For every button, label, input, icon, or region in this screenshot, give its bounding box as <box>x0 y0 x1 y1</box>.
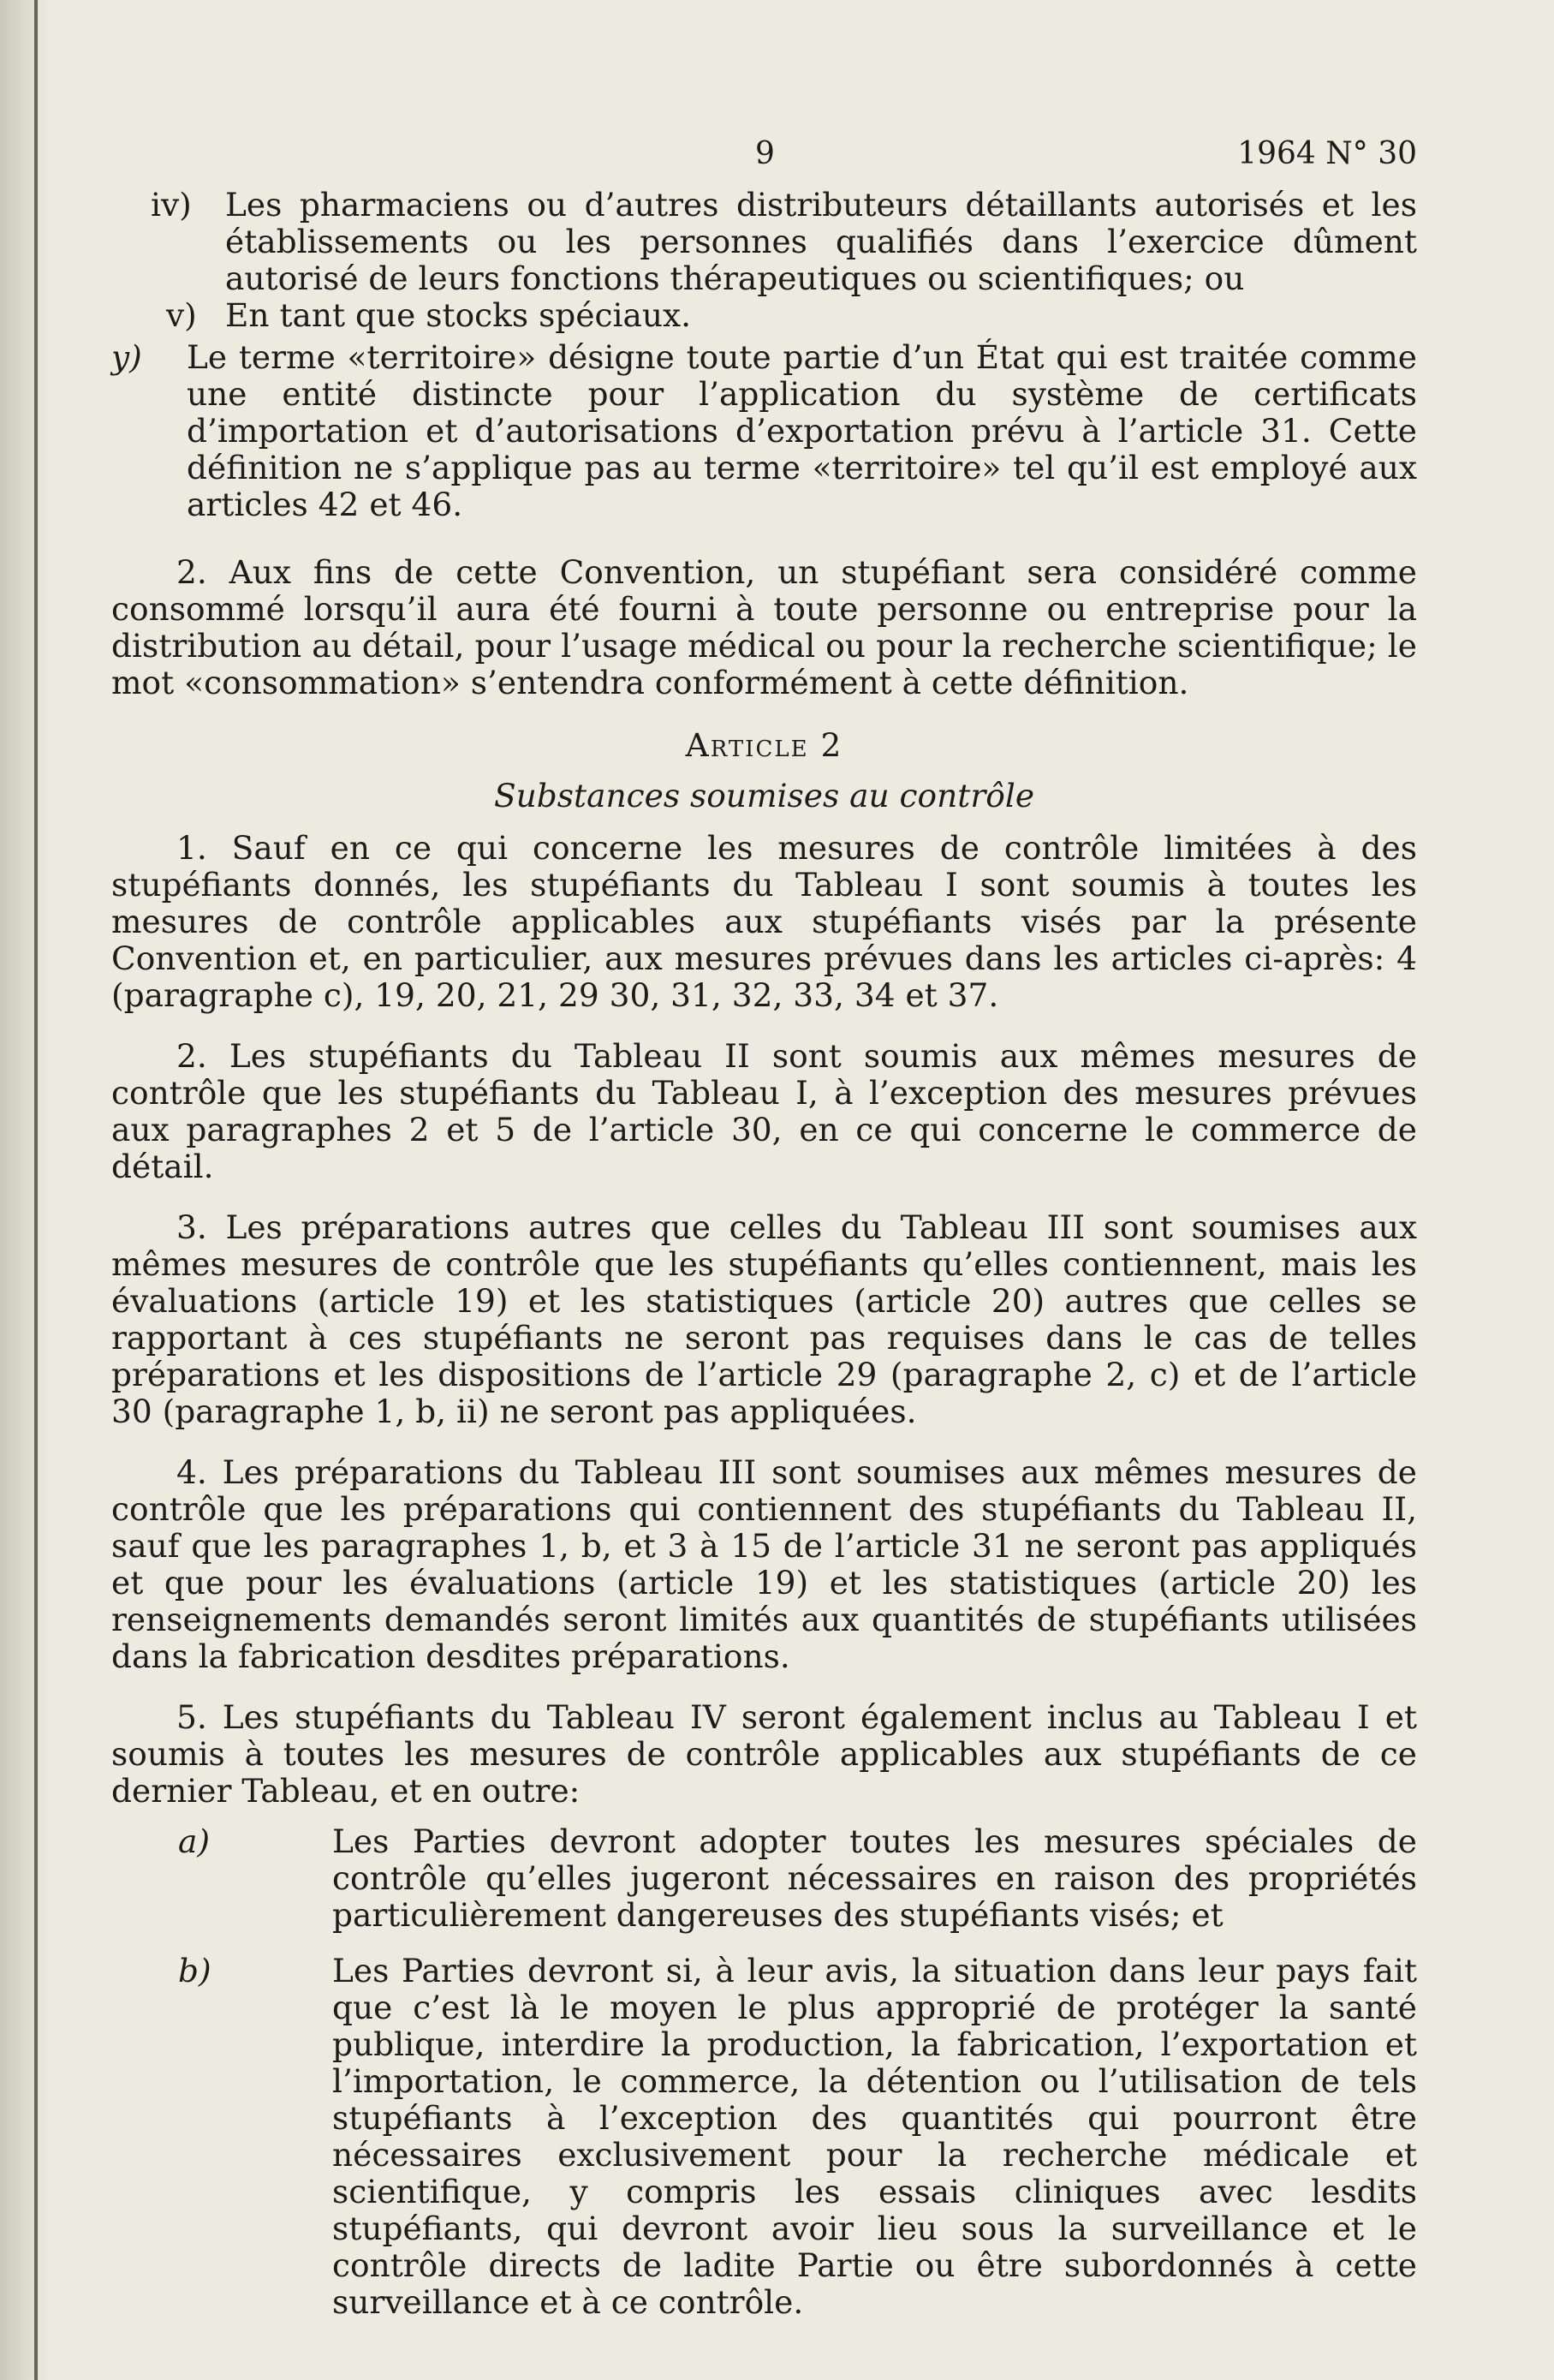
sub-list-item <box>111 1953 1417 2321</box>
document-id: 1964 N° 30 <box>1237 136 1417 171</box>
article-heading: Article 2 <box>685 726 843 764</box>
list-item <box>111 187 1417 297</box>
paragraph: 3. Les préparations autres que celles du Tableau III sont soumises aux mêmes mesures de contrôle que les stupéfiants qu’elles contiennent, mais les évaluations (article 19) et les statistiques (article 20) autres que celles se rapportant à ces stupéfiants ne seront pas requises dans le cas de telles préparations et les dispositions de l’article 29 (paragraphe 2, c) et de l’article 30 (paragraphe 1, b, ii) ne seront pas appliquées. <box>111 1208 1417 1430</box>
list-marker: v) <box>166 296 197 334</box>
list-marker: a) <box>178 1822 210 1860</box>
binding-line <box>34 0 38 2380</box>
definition-text: Le terme «territoire» désigne toute partie d’un État qui est traitée comme une entité distincte pour l’application du système de certificats d’importation et d’autorisations d’exportation prévu à l’article 31. Cette définition ne s’applique pas au terme «territoire» tel qu’il est employé aux articles 42 et 46. <box>187 338 1417 523</box>
list-item-text: Les pharmaciens ou d’autres distributeurs détaillants autorisés et les établissements ou les personnes qualifiés dans l’exercice dûment autorisé de leurs fonctions thérapeutiques ou scientifiques; ou <box>225 186 1417 297</box>
article-subheading: Substances soumises au contrôle <box>493 777 1035 814</box>
sub-list-item-text: Les Parties devront si, à leur avis, la situation dans leur pays fait que c’est là le moyen le plus approprié de protéger la santé publique, interdire la production, la fabrication, l’exportation et l’importation, le commerce, la détention ou l’utilisation de tels stupéfiants à l’exception des quantités qui pourront être nécessaires exclusivement pour la recherche médicale et scientifique, y compris les essais cliniques avec lesdits stupéfiants, qui devront avoir lieu sous la surveillance et le contrôle directs de ladite Partie ou être subordonnés à cette surveillance et à ce contrôle. <box>332 1952 1417 2321</box>
paragraph: 4. Les préparations du Tableau III sont soumises aux mêmes mesures de contrôle que les préparations qui contiennent des stupéfiants du Tableau II, sauf que les paragraphes 1, b, et 3 à 15 de l’article 31 ne seront pas appliqués et que pour les évaluations (article 19) et les statistiques (article 20) les renseignements demandés seront limités aux quantités de stupéfiants utilisées dans la fabrication desdites préparations. <box>111 1453 1417 1675</box>
sub-list-item-text: Les Parties devront adopter toutes les mesures spéciales de contrôle qu’elles jugeront nécessaires en raison des propriétés particulièrement dangereuses des stupéfiants visés; et <box>332 1822 1417 1934</box>
document-page <box>111 135 1417 2340</box>
binding-shadow <box>0 0 50 2380</box>
list-item-text: En tant que stocks spéciaux. <box>225 296 692 334</box>
list-marker: y) <box>111 338 142 376</box>
paragraph: 2. Aux fins de cette Convention, un stupéfiant sera considéré comme consommé lorsqu’il aura été fourni à toute personne ou entreprise pour la distribution au détail, pour l’usage médical ou pour la recherche scientifique; le mot «consommation» s’entendra conformément à cette définition. <box>111 553 1417 701</box>
definition-item <box>111 339 1417 523</box>
paragraph: 2. Les stupéfiants du Tableau II sont soumis aux mêmes mesures de contrôle que les stupéfiants du Tableau I, à l’exception des mesures prévues aux paragraphes 2 et 5 de l’article 30, en ce qui concerne le commerce de détail. <box>111 1037 1417 1185</box>
paragraph: 1. Sauf en ce qui concerne les mesures de contrôle limitées à des stupéfiants donnés, les stupéfiants du Tableau I sont soumis à toutes les mesures de contrôle applicables aux stupéfiants visés par la présente Convention et, en particulier, aux mesures prévues dans les articles ci-après: 4 (paragraphe c), 19, 20, 21, 29 30, 31, 32, 33, 34 et 37. <box>111 829 1417 1014</box>
list-marker: iv) <box>151 186 192 224</box>
page-header <box>111 135 1417 180</box>
list-marker: b) <box>178 1952 211 1989</box>
paragraph: 5. Les stupéfiants du Tableau IV seront également inclus au Tableau I et soumis à toutes les mesures de contrôle applicables aux stupéfiants de ce dernier Tableau, et en outre: <box>111 1698 1417 1810</box>
sub-list-item <box>111 1823 1417 1934</box>
page-number: 9 <box>755 136 775 171</box>
list-item <box>111 297 1417 334</box>
